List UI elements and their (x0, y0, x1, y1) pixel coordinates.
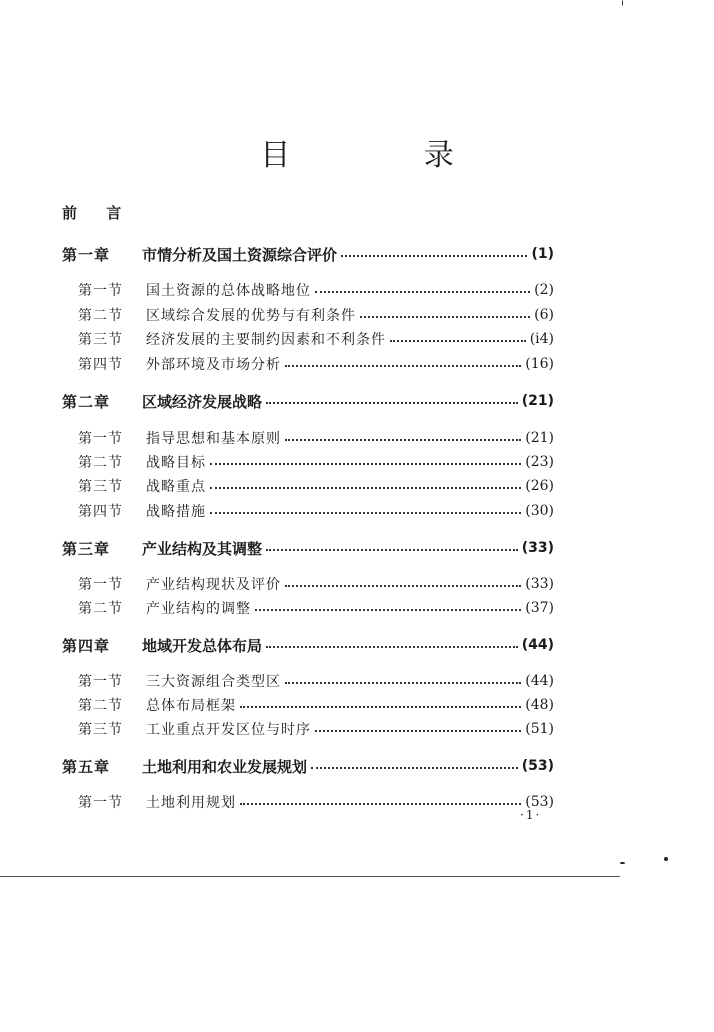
leader-dots (285, 682, 521, 684)
scan-speck (664, 857, 668, 861)
leader-dots (240, 706, 521, 708)
leader-dots (210, 463, 521, 465)
entry-number: 第一节 (78, 577, 123, 593)
entry-page: (i4) (529, 331, 554, 347)
leader-dots (285, 439, 521, 441)
entry-title: 外部环境及市场分析 (146, 357, 281, 373)
scan-speck (622, 0, 623, 6)
toc-chapter-row[interactable] (62, 244, 554, 264)
entry-number: 第一节 (78, 431, 123, 447)
toc-section-row[interactable] (62, 719, 554, 739)
toc-chapter-row[interactable] (62, 756, 554, 776)
toc-section-row[interactable] (62, 305, 554, 325)
toc-section-row[interactable] (62, 452, 554, 472)
entry-title: 工业重点开发区位与时序 (146, 722, 311, 738)
toc-section-row[interactable] (62, 354, 554, 374)
toc-chapter-row[interactable] (62, 538, 554, 558)
entry-number: 第四节 (78, 357, 123, 373)
entry-page: (21) (521, 393, 554, 409)
toc-chapter-row[interactable] (62, 391, 554, 411)
toc-section-row[interactable] (62, 792, 554, 812)
entry-title: 产业结构现状及评价 (146, 577, 281, 593)
entry-number: 第三章 (62, 539, 111, 558)
leader-dots (315, 291, 530, 293)
entry-number: 第三节 (78, 722, 123, 738)
entry-page: (53) (521, 758, 554, 774)
leader-dots (210, 512, 521, 514)
entry-number: 第一节 (78, 795, 123, 811)
entry-title: 战略目标 (146, 455, 206, 471)
entry-title: 土地利用和农业发展规划 (142, 757, 308, 776)
entry-number: 第五章 (62, 757, 111, 776)
toc-section-row[interactable] (62, 428, 554, 448)
toc-section-row[interactable] (62, 501, 554, 521)
entry-number: 第一章 (62, 245, 111, 264)
page-number: ·1· (520, 808, 542, 822)
entry-page: (53) (525, 794, 554, 810)
entry-title: 土地利用规划 (146, 795, 236, 811)
entry-title: 区域经济发展战略 (142, 392, 263, 411)
leader-dots (266, 549, 518, 551)
entry-number: 第二节 (78, 308, 123, 324)
entry-page: (33) (525, 576, 554, 592)
toc-section-row[interactable] (62, 695, 554, 715)
leader-dots (390, 340, 526, 342)
toc-section-row[interactable] (62, 329, 554, 349)
entry-page: (21) (525, 430, 554, 446)
entry-title: 总体布局框架 (146, 698, 236, 714)
leader-dots (266, 402, 518, 404)
entry-title: 战略重点 (146, 479, 206, 495)
entry-page: (44) (521, 637, 554, 653)
entry-page: (44) (525, 673, 554, 689)
leader-dots (311, 767, 518, 769)
entry-number: 第四节 (78, 504, 123, 520)
entry-number: 第一节 (78, 283, 123, 299)
entry-page: (51) (525, 721, 554, 737)
entry-number: 第三节 (78, 479, 123, 495)
leader-dots (360, 316, 530, 318)
entry-page: (30) (525, 503, 554, 519)
entry-title: 经济发展的主要制约因素和不利条件 (146, 332, 386, 348)
entry-number: 第二章 (62, 392, 111, 411)
entry-title: 地域开发总体布局 (142, 636, 263, 655)
entry-number: 第二节 (78, 601, 123, 617)
leader-dots (240, 803, 521, 805)
leader-dots (285, 365, 521, 367)
entry-page: (16) (525, 356, 554, 372)
leader-dots (266, 646, 518, 648)
entry-title: 战略措施 (146, 504, 206, 520)
toc-section-row[interactable] (62, 476, 554, 496)
entry-page: (37) (525, 600, 554, 616)
leader-dots (315, 730, 521, 732)
entry-number: 第二节 (78, 698, 123, 714)
entry-page: (26) (525, 478, 554, 494)
entry-number: 第四章 (62, 636, 111, 655)
toc-section-row[interactable] (62, 598, 554, 618)
page-edge-rule (0, 876, 620, 877)
leader-dots (341, 255, 527, 257)
entry-page: (48) (525, 697, 554, 713)
preface-heading[interactable]: 前 言 (62, 203, 134, 222)
entry-title: 指导思想和基本原则 (146, 431, 281, 447)
entry-title: 市情分析及国土资源综合评价 (142, 245, 338, 264)
entry-page: (1) (531, 246, 554, 262)
entry-title: 区域综合发展的优势与有利条件 (146, 308, 356, 324)
toc-section-row[interactable] (62, 574, 554, 594)
toc-section-row[interactable] (62, 280, 554, 300)
entry-page: (6) (534, 307, 554, 323)
toc-section-row[interactable] (62, 671, 554, 691)
entry-number: 第二节 (78, 455, 123, 471)
leader-dots (210, 487, 521, 489)
page-title: 目 录 (260, 138, 516, 173)
leader-dots (285, 585, 521, 587)
entry-title: 国土资源的总体战略地位 (146, 283, 311, 299)
entry-page: (2) (534, 282, 554, 298)
toc-chapter-row[interactable] (62, 635, 554, 655)
entry-page: (23) (525, 454, 554, 470)
entry-title: 三大资源组合类型区 (146, 674, 281, 690)
entry-number: 第一节 (78, 674, 123, 690)
scan-speck (620, 862, 625, 864)
entry-title: 产业结构及其调整 (142, 539, 263, 558)
entry-number: 第三节 (78, 332, 123, 348)
entry-page: (33) (521, 540, 554, 556)
entry-title: 产业结构的调整 (146, 601, 251, 617)
leader-dots (255, 609, 521, 611)
